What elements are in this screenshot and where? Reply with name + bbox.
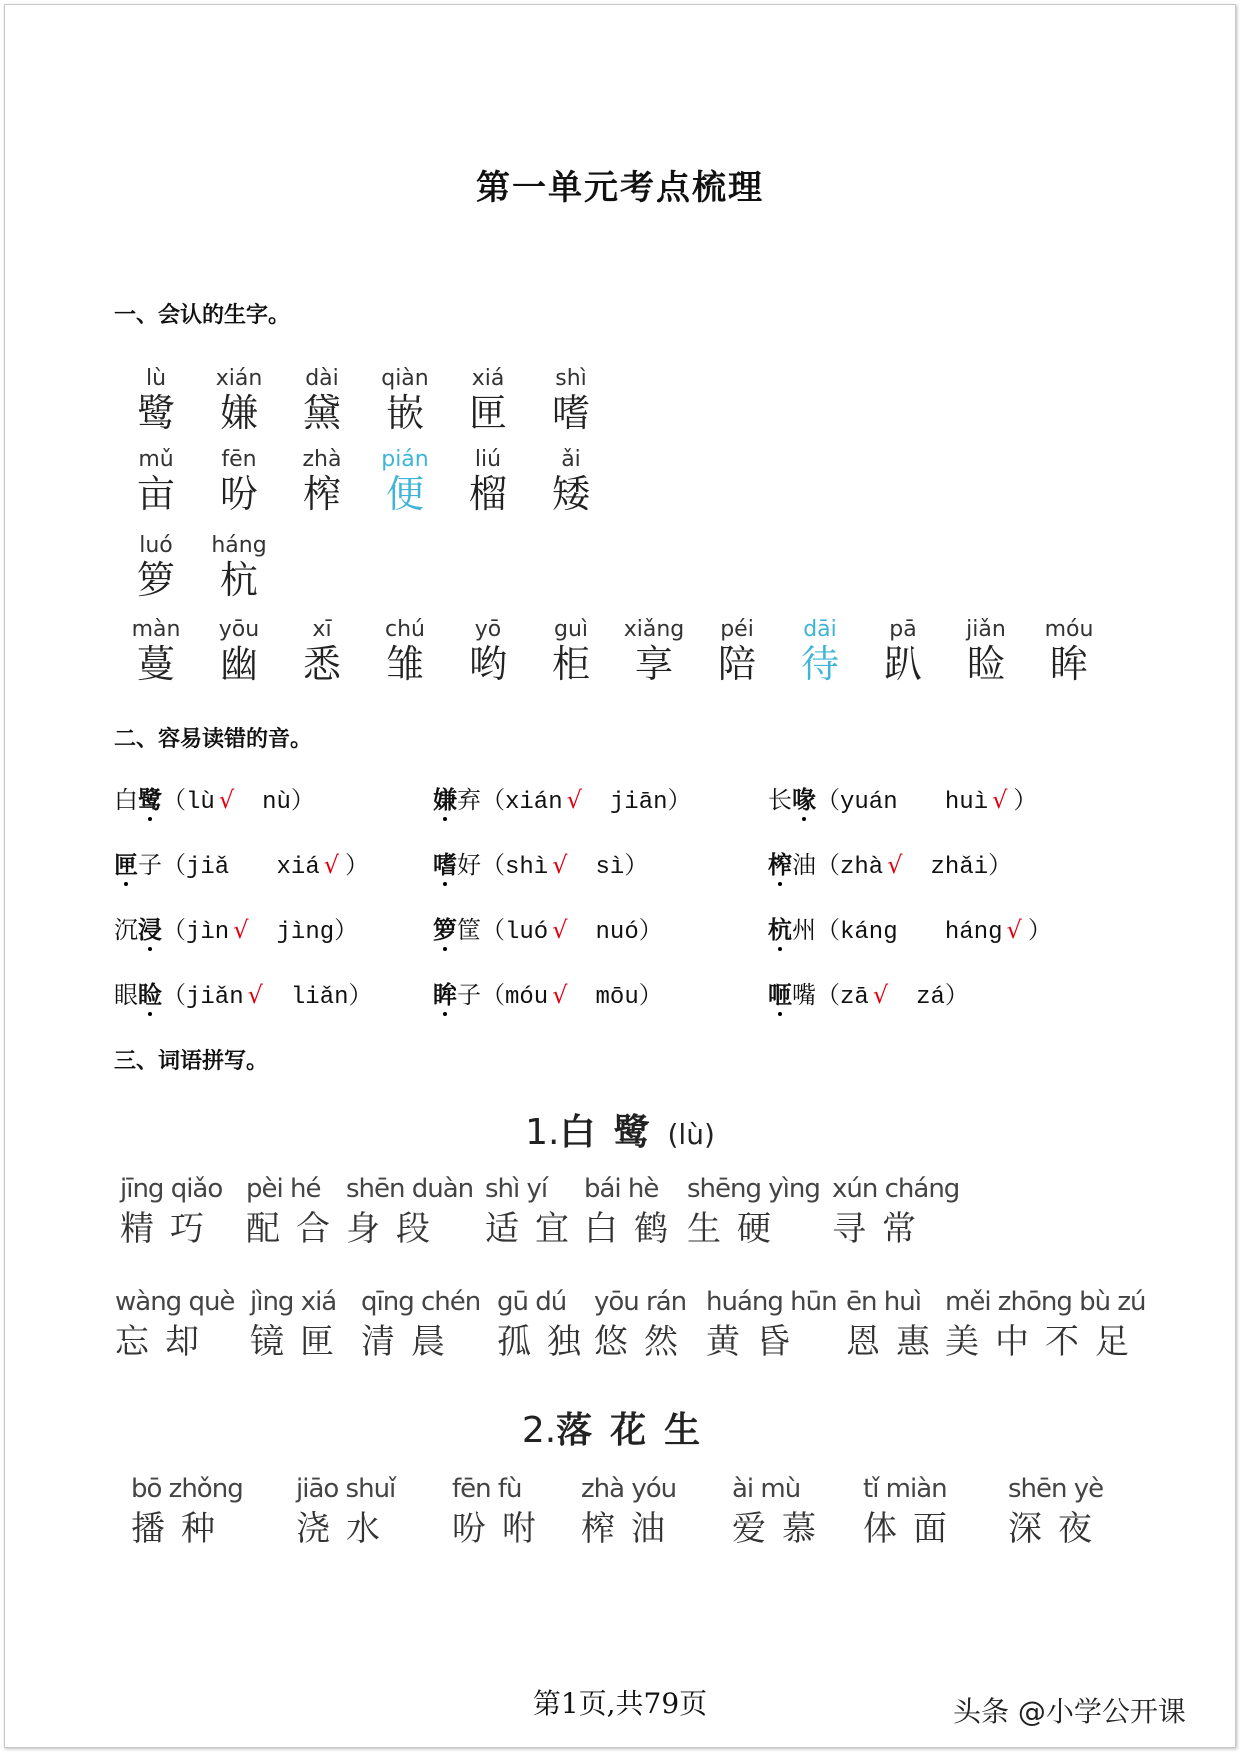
- character-cell: [199, 533, 279, 601]
- word-pinyin: shì yí: [485, 1174, 548, 1204]
- character-cell: [282, 447, 362, 515]
- pronunciation-item: [433, 975, 663, 1011]
- paren-close: ）: [1027, 916, 1052, 944]
- character-cell: [448, 447, 528, 515]
- character-cell: [531, 447, 611, 515]
- character: 榴: [468, 472, 507, 516]
- character: 悉: [302, 642, 341, 686]
- paren-close: ）: [348, 981, 373, 1009]
- character-cell: [365, 447, 445, 515]
- check-mark-icon: √: [872, 981, 889, 1009]
- option-b: mōu: [595, 984, 639, 1011]
- paren-open: （: [816, 981, 840, 1009]
- word-characters: 白鹤: [584, 1209, 684, 1249]
- word-pinyin: yōu rán: [594, 1287, 687, 1317]
- character-cell: [116, 533, 196, 601]
- pinyin: chú: [385, 617, 425, 642]
- word-pinyin: pèi hé: [246, 1174, 321, 1204]
- pinyin: péi: [720, 617, 754, 642]
- word-suffix: 好: [457, 851, 481, 879]
- lesson-number: 1.: [525, 1112, 560, 1153]
- check-mark-icon: √: [218, 786, 235, 814]
- character-cell: [614, 617, 694, 685]
- paren-open: （: [816, 851, 840, 879]
- option-a: jìn: [186, 919, 230, 946]
- pronunciation-item: [768, 910, 1052, 946]
- pronunciation-item: [114, 845, 369, 881]
- check-mark-icon: √: [247, 981, 263, 1009]
- character: 黛: [302, 391, 341, 435]
- lesson-name: 落花生: [556, 1410, 719, 1451]
- pinyin: xiǎng: [623, 617, 685, 642]
- word-characters: 生硬: [687, 1209, 787, 1249]
- character-cell: [1029, 617, 1109, 685]
- option-b: liǎn: [290, 984, 349, 1011]
- option-b: zá: [916, 984, 945, 1011]
- word-pinyin: bō zhǒng: [131, 1474, 243, 1504]
- pinyin: ǎi: [561, 447, 581, 472]
- vocab-word: [250, 1289, 350, 1363]
- word-characters: 浇水: [296, 1509, 396, 1549]
- character: 嵌: [385, 391, 424, 435]
- paren-open: （: [816, 786, 840, 814]
- word-pinyin: tǐ miàn: [863, 1474, 947, 1504]
- check-mark-icon: √: [566, 786, 582, 814]
- page-title: 第一单元考点梳理: [476, 168, 764, 208]
- character: 榨: [302, 472, 341, 516]
- vocab-word: [594, 1289, 694, 1363]
- character: 鹭: [136, 391, 175, 435]
- key-character: 睑: [138, 980, 162, 1009]
- word-suffix: 子: [457, 981, 481, 1009]
- pinyin: mǔ: [138, 447, 174, 472]
- word-pinyin: xún cháng: [832, 1174, 960, 1204]
- option-b: xiá: [276, 854, 320, 881]
- word-characters: 爱慕: [732, 1509, 832, 1549]
- character-cell: [199, 617, 279, 685]
- character-cell: [365, 366, 445, 434]
- character: 便: [385, 472, 424, 516]
- paren-close: ）: [624, 851, 649, 879]
- paren-open: （: [162, 851, 186, 879]
- word-characters: 黄昏: [706, 1322, 806, 1362]
- word-characters: 吩咐: [452, 1509, 552, 1549]
- key-character: 嫌: [433, 785, 457, 814]
- lesson-number: 2.: [521, 1410, 557, 1451]
- word-pinyin: shēn duàn: [346, 1174, 474, 1204]
- key-character: 咂: [768, 980, 792, 1009]
- character-cell: [282, 617, 362, 685]
- character: 待: [800, 642, 839, 686]
- character: 眸: [1049, 642, 1088, 686]
- word-characters: 镜匣: [250, 1322, 350, 1362]
- word-suffix: 弃: [457, 786, 481, 814]
- pronunciation-item: [768, 845, 1012, 881]
- pinyin: xiá: [471, 366, 505, 391]
- word-characters: 身段: [346, 1209, 446, 1249]
- word-pinyin: shēng yìng: [687, 1174, 820, 1204]
- pinyin: móu: [1044, 617, 1094, 642]
- word-characters: 恩惠: [846, 1322, 946, 1362]
- option-a: zā: [840, 984, 869, 1011]
- character-cell: [697, 617, 777, 685]
- word-suffix: 筐: [457, 916, 481, 944]
- pinyin: liú: [474, 447, 502, 472]
- vocab-word: [687, 1176, 820, 1250]
- word-suffix: 州: [792, 916, 816, 944]
- word-pinyin: shēn yè: [1008, 1474, 1104, 1504]
- word-pinyin: huáng hūn: [706, 1287, 837, 1317]
- word-characters: 榨油: [581, 1509, 681, 1549]
- check-mark-icon: √: [323, 851, 340, 879]
- pinyin: màn: [131, 617, 181, 642]
- paren-close: ）: [1013, 786, 1038, 814]
- option-b: háng: [944, 919, 1003, 946]
- option-b: huì: [944, 789, 989, 816]
- vocab-word: [246, 1176, 346, 1250]
- paren-close: ）: [944, 981, 969, 1009]
- pinyin: pā: [889, 617, 917, 642]
- paren-open: （: [481, 786, 505, 814]
- vocab-word: [732, 1476, 832, 1550]
- character-cell: [199, 447, 279, 515]
- pinyin: qiàn: [381, 366, 429, 391]
- paren-close: ）: [290, 786, 315, 814]
- word-pinyin: fēn fù: [452, 1474, 522, 1504]
- vocab-word: [452, 1476, 552, 1550]
- option-b: zhǎi: [930, 854, 989, 881]
- character-cell: [863, 617, 943, 685]
- check-mark-icon: √: [552, 981, 568, 1009]
- key-character: 浸: [138, 915, 162, 944]
- word-characters: 悠然: [594, 1322, 694, 1362]
- word-pinyin: ài mù: [732, 1474, 801, 1504]
- pinyin: luó: [139, 533, 173, 558]
- key-character: 嗜: [433, 850, 457, 879]
- section1-heading: 一、会认的生字。: [114, 303, 291, 328]
- word-prefix: 长: [768, 786, 792, 814]
- check-mark-icon: √: [233, 916, 249, 944]
- option-a: yuán: [840, 789, 898, 816]
- check-mark-icon: √: [992, 786, 1008, 814]
- option-a: káng: [840, 919, 898, 946]
- character: 享: [634, 642, 673, 686]
- word-pinyin: jìng xiá: [250, 1287, 337, 1317]
- key-character: 眸: [433, 980, 457, 1009]
- word-pinyin: měi zhōng bù zú: [945, 1287, 1146, 1317]
- word-prefix: 沉: [114, 916, 138, 944]
- word-suffix: 油: [792, 851, 816, 879]
- character-cell: [946, 617, 1026, 685]
- pinyin: dài: [305, 366, 339, 391]
- key-character: 匣: [114, 850, 138, 879]
- character: 匣: [468, 391, 507, 435]
- check-mark-icon: √: [1006, 916, 1022, 944]
- pinyin: guì: [553, 617, 589, 642]
- word-characters: 孤独: [497, 1322, 597, 1362]
- pronunciation-item: [768, 780, 1037, 816]
- character-cell: [116, 617, 196, 685]
- pinyin: shì: [555, 366, 587, 391]
- pinyin: háng: [211, 533, 267, 558]
- option-b: nuó: [595, 919, 639, 946]
- character-cell: [282, 366, 362, 434]
- word-pinyin: ēn huì: [846, 1287, 921, 1317]
- pinyin: yō: [474, 617, 502, 642]
- pronunciation-item: [768, 975, 969, 1011]
- key-character: 箩: [433, 915, 457, 944]
- paren-open: （: [162, 786, 186, 814]
- character-cell: [448, 366, 528, 434]
- paren-open: （: [481, 981, 505, 1009]
- paren-open: （: [162, 916, 186, 944]
- word-characters: 忘却: [115, 1322, 215, 1362]
- vocab-word: [131, 1476, 243, 1550]
- character: 哟: [468, 642, 507, 686]
- word-suffix: 嘴: [792, 981, 816, 1009]
- character: 吩: [219, 472, 258, 516]
- pinyin: xī: [312, 617, 332, 642]
- paren-close: ）: [638, 981, 663, 1009]
- pronunciation-item: [114, 910, 358, 946]
- paren-open: （: [162, 981, 186, 1009]
- paren-close: ）: [638, 916, 663, 944]
- section3-heading: 三、词语拼写。: [114, 1049, 269, 1074]
- character: 蔓: [136, 642, 175, 686]
- paren-close: ）: [334, 916, 359, 944]
- character: 睑: [966, 642, 1005, 686]
- character-cell: [780, 617, 860, 685]
- lesson-2-title: [0, 1402, 1240, 1453]
- word-pinyin: bái hè: [584, 1174, 659, 1204]
- lesson-1-title: [0, 1104, 1240, 1155]
- character: 趴: [883, 642, 922, 686]
- paren-open: （: [481, 851, 505, 879]
- key-character: 鹭: [138, 785, 162, 814]
- option-b: nù: [262, 789, 291, 816]
- vocab-word: [832, 1176, 959, 1250]
- character: 柜: [551, 642, 590, 686]
- paren-close: ）: [988, 851, 1013, 879]
- word-pinyin: qīng chén: [361, 1287, 481, 1317]
- word-pinyin: zhà yóu: [581, 1474, 677, 1504]
- vocab-word: [497, 1289, 597, 1363]
- pinyin: yōu: [218, 617, 260, 642]
- pronunciation-item: [433, 845, 648, 881]
- option-a: zhà: [840, 854, 884, 881]
- vocab-word: [296, 1476, 396, 1550]
- pinyin: lù: [145, 366, 167, 391]
- word-characters: 配合: [246, 1209, 346, 1249]
- word-suffix: 子: [138, 851, 162, 879]
- pinyin: xián: [215, 366, 263, 391]
- character: 嫌: [219, 391, 258, 435]
- key-character: 榨: [768, 850, 792, 879]
- option-a: shì: [505, 854, 549, 881]
- key-character: 喙: [792, 785, 816, 814]
- check-mark-icon: √: [552, 851, 568, 879]
- vocab-word: [1008, 1476, 1108, 1550]
- page-number: 第1页,共79页: [532, 1687, 708, 1720]
- vocab-word: [120, 1176, 222, 1250]
- option-a: jiǎn: [186, 984, 244, 1011]
- word-characters: 寻常: [832, 1209, 932, 1249]
- paren-open: （: [481, 916, 505, 944]
- option-b: jiān: [609, 789, 668, 816]
- vocab-word: [584, 1176, 684, 1250]
- vocab-word: [706, 1289, 837, 1363]
- pinyin: fēn: [221, 447, 257, 472]
- word-characters: 清晨: [361, 1322, 461, 1362]
- check-mark-icon: √: [552, 916, 568, 944]
- word-characters: 美中不足: [945, 1322, 1145, 1362]
- pronunciation-item: [114, 975, 373, 1011]
- word-characters: 播种: [131, 1509, 231, 1549]
- character-cell: [531, 366, 611, 434]
- pronunciation-item: [114, 780, 315, 816]
- option-b: jìng: [276, 919, 335, 946]
- character-cell: [448, 617, 528, 685]
- character-cell: [116, 447, 196, 515]
- paren-close: ）: [345, 851, 370, 879]
- character: 杭: [219, 558, 258, 602]
- word-characters: 体面: [863, 1509, 963, 1549]
- vocab-word: [581, 1476, 681, 1550]
- pinyin: zhà: [302, 447, 342, 472]
- option-a: jiǎ: [186, 854, 230, 881]
- word-pinyin: jīng qiǎo: [120, 1174, 223, 1204]
- character-cell: [116, 366, 196, 434]
- pinyin: pián: [381, 447, 429, 472]
- word-prefix: 眼: [114, 981, 138, 1009]
- option-a: móu: [505, 984, 549, 1011]
- paren-open: （: [816, 916, 840, 944]
- key-character: 杭: [768, 915, 792, 944]
- word-pinyin: gū dú: [497, 1287, 567, 1317]
- option-b: sì: [595, 854, 625, 881]
- option-a: xián: [505, 789, 563, 816]
- pronunciation-item: [433, 910, 663, 946]
- character: 陪: [717, 642, 756, 686]
- word-pinyin: wàng què: [115, 1287, 235, 1317]
- pinyin: jiǎn: [966, 617, 1006, 642]
- pinyin: dāi: [803, 617, 837, 642]
- check-mark-icon: √: [887, 851, 903, 879]
- character: 雏: [385, 642, 424, 686]
- option-a: lù: [186, 789, 215, 816]
- character: 箩: [136, 558, 175, 602]
- vocab-word: [485, 1176, 585, 1250]
- character-cell: [199, 366, 279, 434]
- vocab-word: [115, 1289, 234, 1363]
- word-prefix: 白: [114, 786, 138, 814]
- character: 亩: [136, 472, 175, 516]
- option-a: luó: [505, 919, 549, 946]
- vocab-word: [863, 1476, 963, 1550]
- section2-heading: 二、容易读错的音。: [114, 727, 313, 752]
- pronunciation-item: [433, 780, 692, 816]
- watermark-text: 头条 @小学公开课: [953, 1695, 1186, 1728]
- word-characters: 深夜: [1008, 1509, 1108, 1549]
- word-pinyin: jiāo shuǐ: [296, 1474, 396, 1504]
- character: 嗜: [551, 391, 590, 435]
- lesson-name: 白鹭: [559, 1112, 668, 1153]
- character-cell: [365, 617, 445, 685]
- character: 矮: [551, 472, 590, 516]
- lesson-pinyin: (lù): [667, 1118, 715, 1151]
- vocab-word: [945, 1289, 1145, 1363]
- vocab-word: [846, 1289, 946, 1363]
- word-characters: 精巧: [120, 1209, 220, 1249]
- vocab-word: [346, 1176, 473, 1250]
- character: 幽: [219, 642, 258, 686]
- paren-close: ）: [667, 786, 692, 814]
- character-cell: [531, 617, 611, 685]
- word-characters: 适宜: [485, 1209, 585, 1249]
- vocab-word: [361, 1289, 480, 1363]
